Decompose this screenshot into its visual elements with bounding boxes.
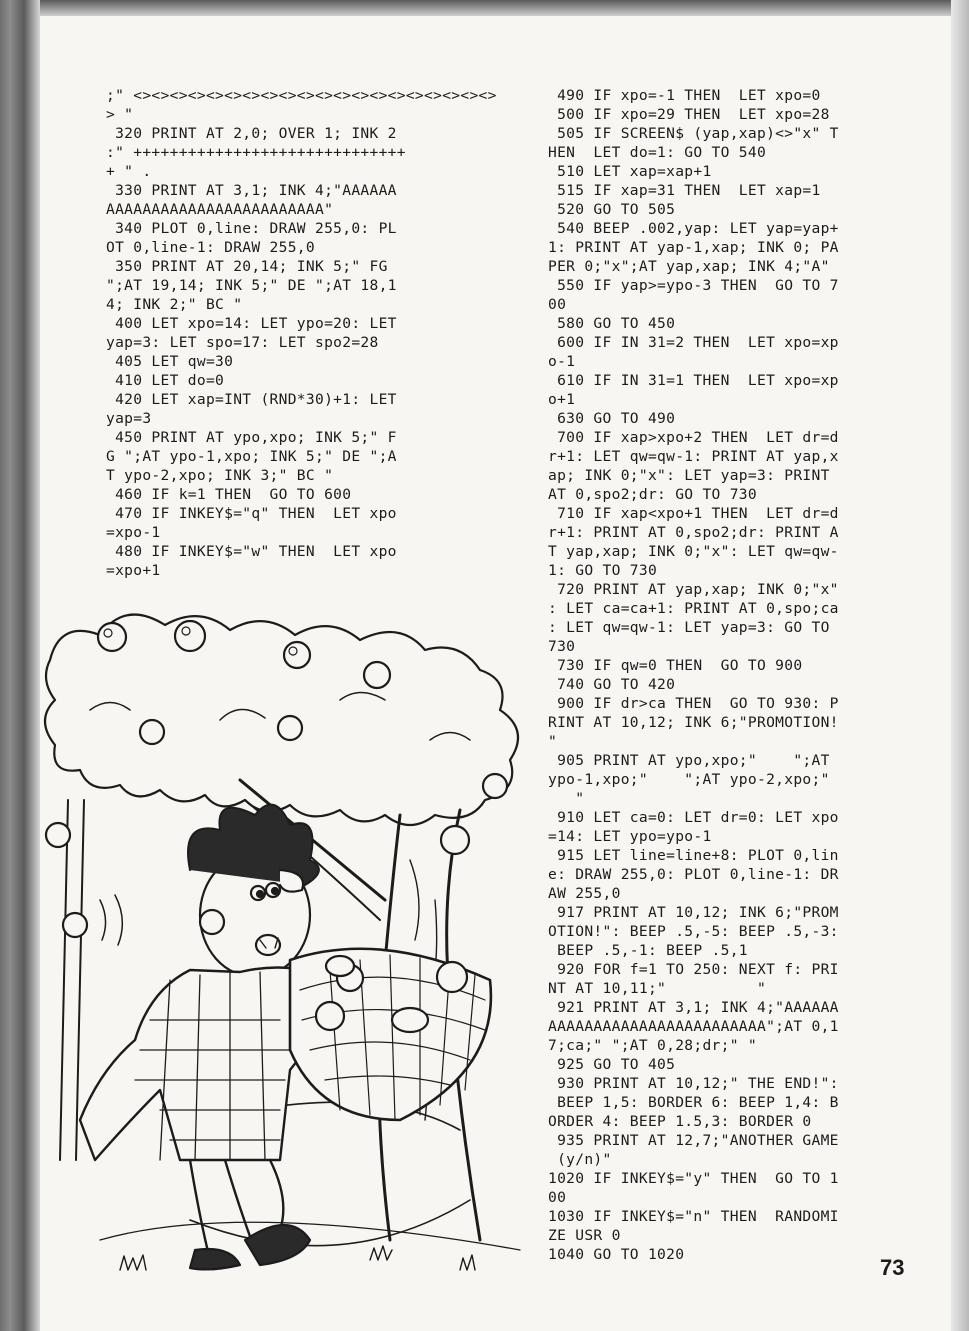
code-line: 7;ca;" ";AT 0,28;dr;" " <box>548 1037 757 1054</box>
code-line: 1040 GO TO 1020 <box>548 1246 685 1263</box>
code-line: =xpo+1 <box>106 562 161 579</box>
page-right-edge <box>951 0 969 1331</box>
code-line: 900 IF dr>ca THEN GO TO 930: P <box>548 695 839 712</box>
code-line: 1020 IF INKEY$="y" THEN GO TO 1 <box>548 1170 839 1187</box>
code-line: T ypo-2,xpo; INK 3;" BC " <box>106 467 334 484</box>
code-line: 740 GO TO 420 <box>548 676 676 693</box>
code-line: 4; INK 2;" BC " <box>106 296 243 313</box>
code-line: 920 FOR f=1 TO 250: NEXT f: PRI <box>548 961 839 978</box>
code-line: 917 PRINT AT 10,12; INK 6;"PROM <box>548 904 839 921</box>
code-line: 1: GO TO 730 <box>548 562 658 579</box>
code-line: BEEP .5,-1: BEEP .5,1 <box>548 942 748 959</box>
code-line: 340 PLOT 0,line: DRAW 255,0: PL <box>106 220 397 237</box>
code-line: 921 PRINT AT 3,1; INK 4;"AAAAAA <box>548 999 839 1016</box>
code-line: 700 IF xap>xpo+2 THEN LET dr=d <box>548 429 839 446</box>
code-line: 600 IF IN 31=2 THEN LET xpo=xp <box>548 334 839 351</box>
code-line: 480 IF INKEY$="w" THEN LET xpo <box>106 543 397 560</box>
code-line: AT 0,spo2;dr: GO TO 730 <box>548 486 757 503</box>
code-line: 540 BEEP .002,yap: LET yap=yap+ <box>548 220 839 237</box>
code-line: ypo-1,xpo;" ";AT ypo-2,xpo;" <box>548 771 830 788</box>
code-line: 505 IF SCREEN$ (yap,xap)<>"x" T <box>548 125 839 142</box>
code-line: 905 PRINT AT ypo,xpo;" ";AT <box>548 752 830 769</box>
code-line: > " <box>106 106 134 123</box>
code-line: 910 LET ca=0: LET dr=0: LET xpo <box>548 809 839 826</box>
code-line: 460 IF k=1 THEN GO TO 600 <box>106 486 352 503</box>
code-line: o+1 <box>548 391 576 408</box>
code-line: BEEP 1,5: BORDER 6: BEEP 1,4: B <box>548 1094 839 1111</box>
page-top-edge <box>40 0 969 16</box>
code-line: : LET qw=qw-1: LET yap=3: GO TO <box>548 619 830 636</box>
code-line: 710 IF xap<xpo+1 THEN LET dr=d <box>548 505 839 522</box>
code-line: G ";AT ypo-1,xpo; INK 5;" DE ";A <box>106 448 397 465</box>
code-line: NT AT 10,11;" " <box>548 980 767 997</box>
code-line: 410 LET do=0 <box>106 372 225 389</box>
code-line: OT 0,line-1: DRAW 255,0 <box>106 239 315 256</box>
code-line: 350 PRINT AT 20,14; INK 5;" FG <box>106 258 388 275</box>
code-line: 520 GO TO 505 <box>548 201 676 218</box>
book-binding-shadow <box>0 0 40 1331</box>
code-line: r+1: LET qw=qw-1: PRINT AT yap,x <box>548 448 839 465</box>
code-line: o-1 <box>548 353 576 370</box>
code-line: + " . <box>106 163 152 180</box>
code-line: RINT AT 10,12; INK 6;"PROMOTION! <box>548 714 839 731</box>
code-line: OTION!": BEEP .5,-5: BEEP .5,-3: <box>548 923 839 940</box>
code-line: (y/n)" <box>548 1151 612 1168</box>
code-line: 720 PRINT AT yap,xap; INK 0;"x" <box>548 581 839 598</box>
code-line: 470 IF INKEY$="q" THEN LET xpo <box>106 505 397 522</box>
code-line: yap=3 <box>106 410 152 427</box>
code-line: 630 GO TO 490 <box>548 410 676 427</box>
code-listing-right-column <box>548 86 920 1264</box>
code-line: T yap,xap; INK 0;"x": LET qw=qw- <box>548 543 839 560</box>
code-line: 925 GO TO 405 <box>548 1056 676 1073</box>
code-line: 330 PRINT AT 3,1; INK 4;"AAAAAA <box>106 182 397 199</box>
code-line: " <box>548 790 585 807</box>
code-line: HEN LET do=1: GO TO 540 <box>548 144 767 161</box>
code-line: AAAAAAAAAAAAAAAAAAAAAAAA" <box>106 201 334 218</box>
code-line: 420 LET xap=INT (RND*30)+1: LET <box>106 391 397 408</box>
code-line: r+1: PRINT AT 0,spo2;dr: PRINT A <box>548 524 839 541</box>
code-line: =xpo-1 <box>106 524 161 541</box>
code-line: " <box>548 733 558 750</box>
code-line: PER 0;"x";AT yap,xap; INK 4;"A" <box>548 258 830 275</box>
code-line: ";AT 19,14; INK 5;" DE ";AT 18,1 <box>106 277 397 294</box>
code-line: 930 PRINT AT 10,12;" THE END!": <box>548 1075 839 1092</box>
code-line: ORDER 4: BEEP 1.5,3: BORDER 0 <box>548 1113 812 1130</box>
code-line: 400 LET xpo=14: LET ypo=20: LET <box>106 315 397 332</box>
code-line: 610 IF IN 31=1 THEN LET xpo=xp <box>548 372 839 389</box>
code-line: e: DRAW 255,0: PLOT 0,line-1: DR <box>548 866 839 883</box>
code-line: 580 GO TO 450 <box>548 315 676 332</box>
code-line: 500 IF xpo=29 THEN LET xpo=28 <box>548 106 830 123</box>
code-line: 730 IF qw=0 THEN GO TO 900 <box>548 657 803 674</box>
code-line: AW 255,0 <box>548 885 621 902</box>
code-line: 1030 IF INKEY$="n" THEN RANDOMI <box>548 1208 839 1225</box>
code-line: : LET ca=ca+1: PRINT AT 0,spo;ca <box>548 600 839 617</box>
code-line: ;" <><><><><><><><><><><><><><><><><><><><> <box>106 87 497 104</box>
code-line: 450 PRINT AT ypo,xpo; INK 5;" F <box>106 429 397 446</box>
page-number: 73 <box>880 1255 905 1280</box>
code-line: 515 IF xap=31 THEN LET xap=1 <box>548 182 821 199</box>
code-line: 1: PRINT AT yap-1,xap; INK 0; PA <box>548 239 839 256</box>
code-listing-left-column <box>106 86 497 580</box>
code-line: yap=3: LET spo=17: LET spo2=28 <box>106 334 379 351</box>
apple-picker-illustration <box>40 600 540 1290</box>
code-line: ap; INK 0;"x": LET yap=3: PRINT <box>548 467 830 484</box>
code-line: 00 <box>548 296 567 313</box>
code-line: 550 IF yap>=ypo-3 THEN GO TO 7 <box>548 277 839 294</box>
code-line: =14: LET ypo=ypo-1 <box>548 828 712 845</box>
code-line: AAAAAAAAAAAAAAAAAAAAAAAA";AT 0,1 <box>548 1018 839 1035</box>
code-line: 320 PRINT AT 2,0; OVER 1; INK 2 <box>106 125 397 142</box>
code-line: 510 LET xap=xap+1 <box>548 163 712 180</box>
code-line: 730 <box>548 638 576 655</box>
code-line: 915 LET line=line+8: PLOT 0,lin <box>548 847 839 864</box>
code-line: 00 <box>548 1189 567 1206</box>
code-line: 935 PRINT AT 12,7;"ANOTHER GAME <box>548 1132 839 1149</box>
code-line: ZE USR 0 <box>548 1227 621 1244</box>
code-line: 490 IF xpo=-1 THEN LET xpo=0 <box>548 87 821 104</box>
code-line: 405 LET qw=30 <box>106 353 234 370</box>
code-line: :" ++++++++++++++++++++++++++++++ <box>106 144 406 161</box>
